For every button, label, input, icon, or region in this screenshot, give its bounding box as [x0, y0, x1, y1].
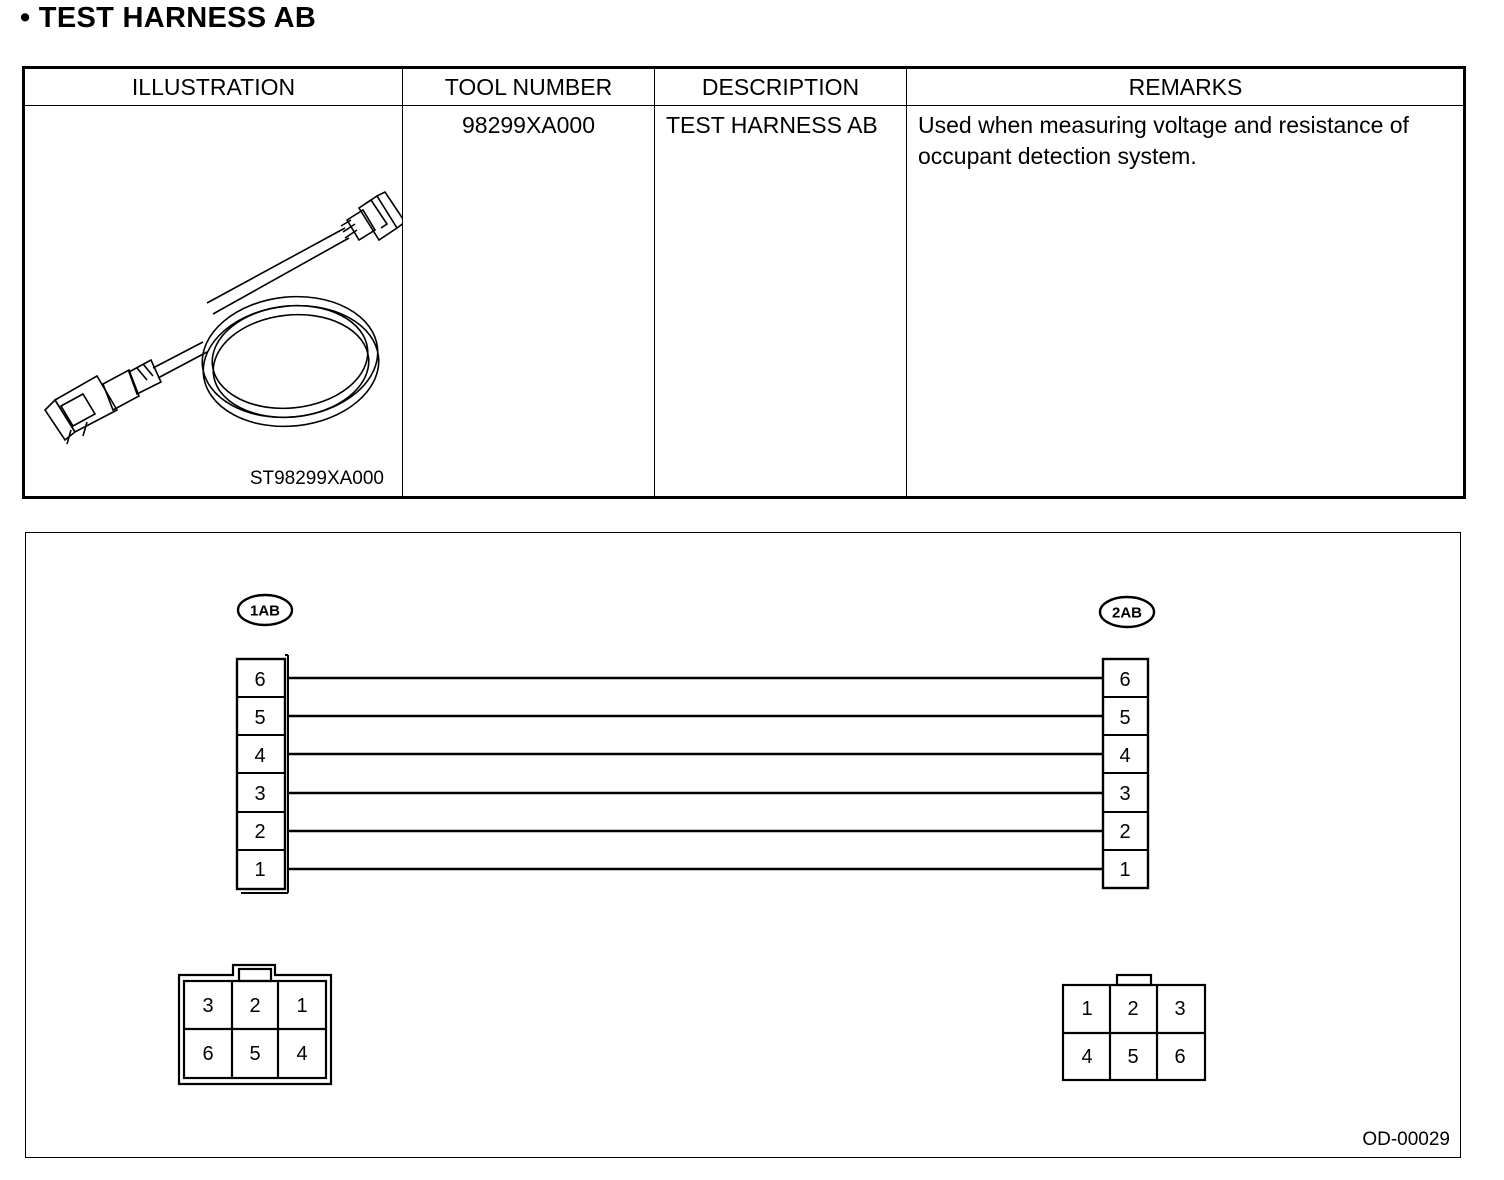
illustration-code: ST98299XA000: [249, 468, 384, 489]
face-2-pin: 5: [1127, 1046, 1139, 1068]
header-illustration: ILLUSTRATION: [24, 68, 403, 106]
pin-label: 5: [1119, 707, 1131, 729]
remarks-cell: Used when measuring voltage and resistance of occupant detection system.: [907, 106, 1465, 498]
harness-illustration: [25, 110, 402, 496]
lower-connector-shape: [45, 360, 161, 444]
tool-table: [22, 66, 1466, 499]
face-1-pin: 6: [202, 1043, 214, 1065]
header-remarks: REMARKS: [907, 68, 1465, 106]
pin-label: 6: [1119, 669, 1131, 691]
face-2-pin: 6: [1174, 1046, 1186, 1068]
table-row: [24, 106, 1465, 498]
face-1-pin: 4: [296, 1043, 308, 1065]
face-2-pin: 4: [1081, 1046, 1093, 1068]
pin-label: 1: [254, 859, 266, 881]
pin-label: 3: [254, 783, 266, 805]
face-2-pin: 3: [1174, 998, 1186, 1020]
wiring-diagram: [25, 532, 1461, 1158]
connector-2-label: 2AB: [1111, 604, 1143, 622]
face-1-pin: 1: [296, 995, 308, 1017]
description-cell: TEST HARNESS AB: [655, 106, 907, 498]
figure-code: OD-00029: [1362, 1129, 1450, 1150]
header-description: DESCRIPTION: [655, 68, 907, 106]
connector-1-face: [179, 965, 331, 1084]
table-header-row: [24, 68, 1465, 106]
pin-label: 4: [1119, 745, 1131, 767]
face-1-pin: 5: [249, 1043, 261, 1065]
pin-label: 4: [254, 745, 266, 767]
wiring-diagram-svg: [26, 533, 1460, 1157]
pin-label: 2: [1119, 821, 1131, 843]
header-tool-number: TOOL NUMBER: [403, 68, 655, 106]
pin-label: 1: [1119, 859, 1131, 881]
pin-label: 6: [254, 669, 266, 691]
face-1-pin: 3: [202, 995, 214, 1017]
connector-1-label: 1AB: [249, 602, 281, 620]
face-2-pin: 2: [1127, 998, 1139, 1020]
face-2-pin: 1: [1081, 998, 1093, 1020]
illustration-cell: [24, 106, 403, 498]
page-title: • TEST HARNESS AB: [20, 2, 317, 34]
tool-number-cell: 98299XA000: [403, 106, 655, 498]
pin-label: 5: [254, 707, 266, 729]
face-1-pin: 2: [249, 995, 261, 1017]
pin-label: 3: [1119, 783, 1131, 805]
upper-connector-shape: [341, 192, 402, 240]
pin-label: 2: [254, 821, 266, 843]
